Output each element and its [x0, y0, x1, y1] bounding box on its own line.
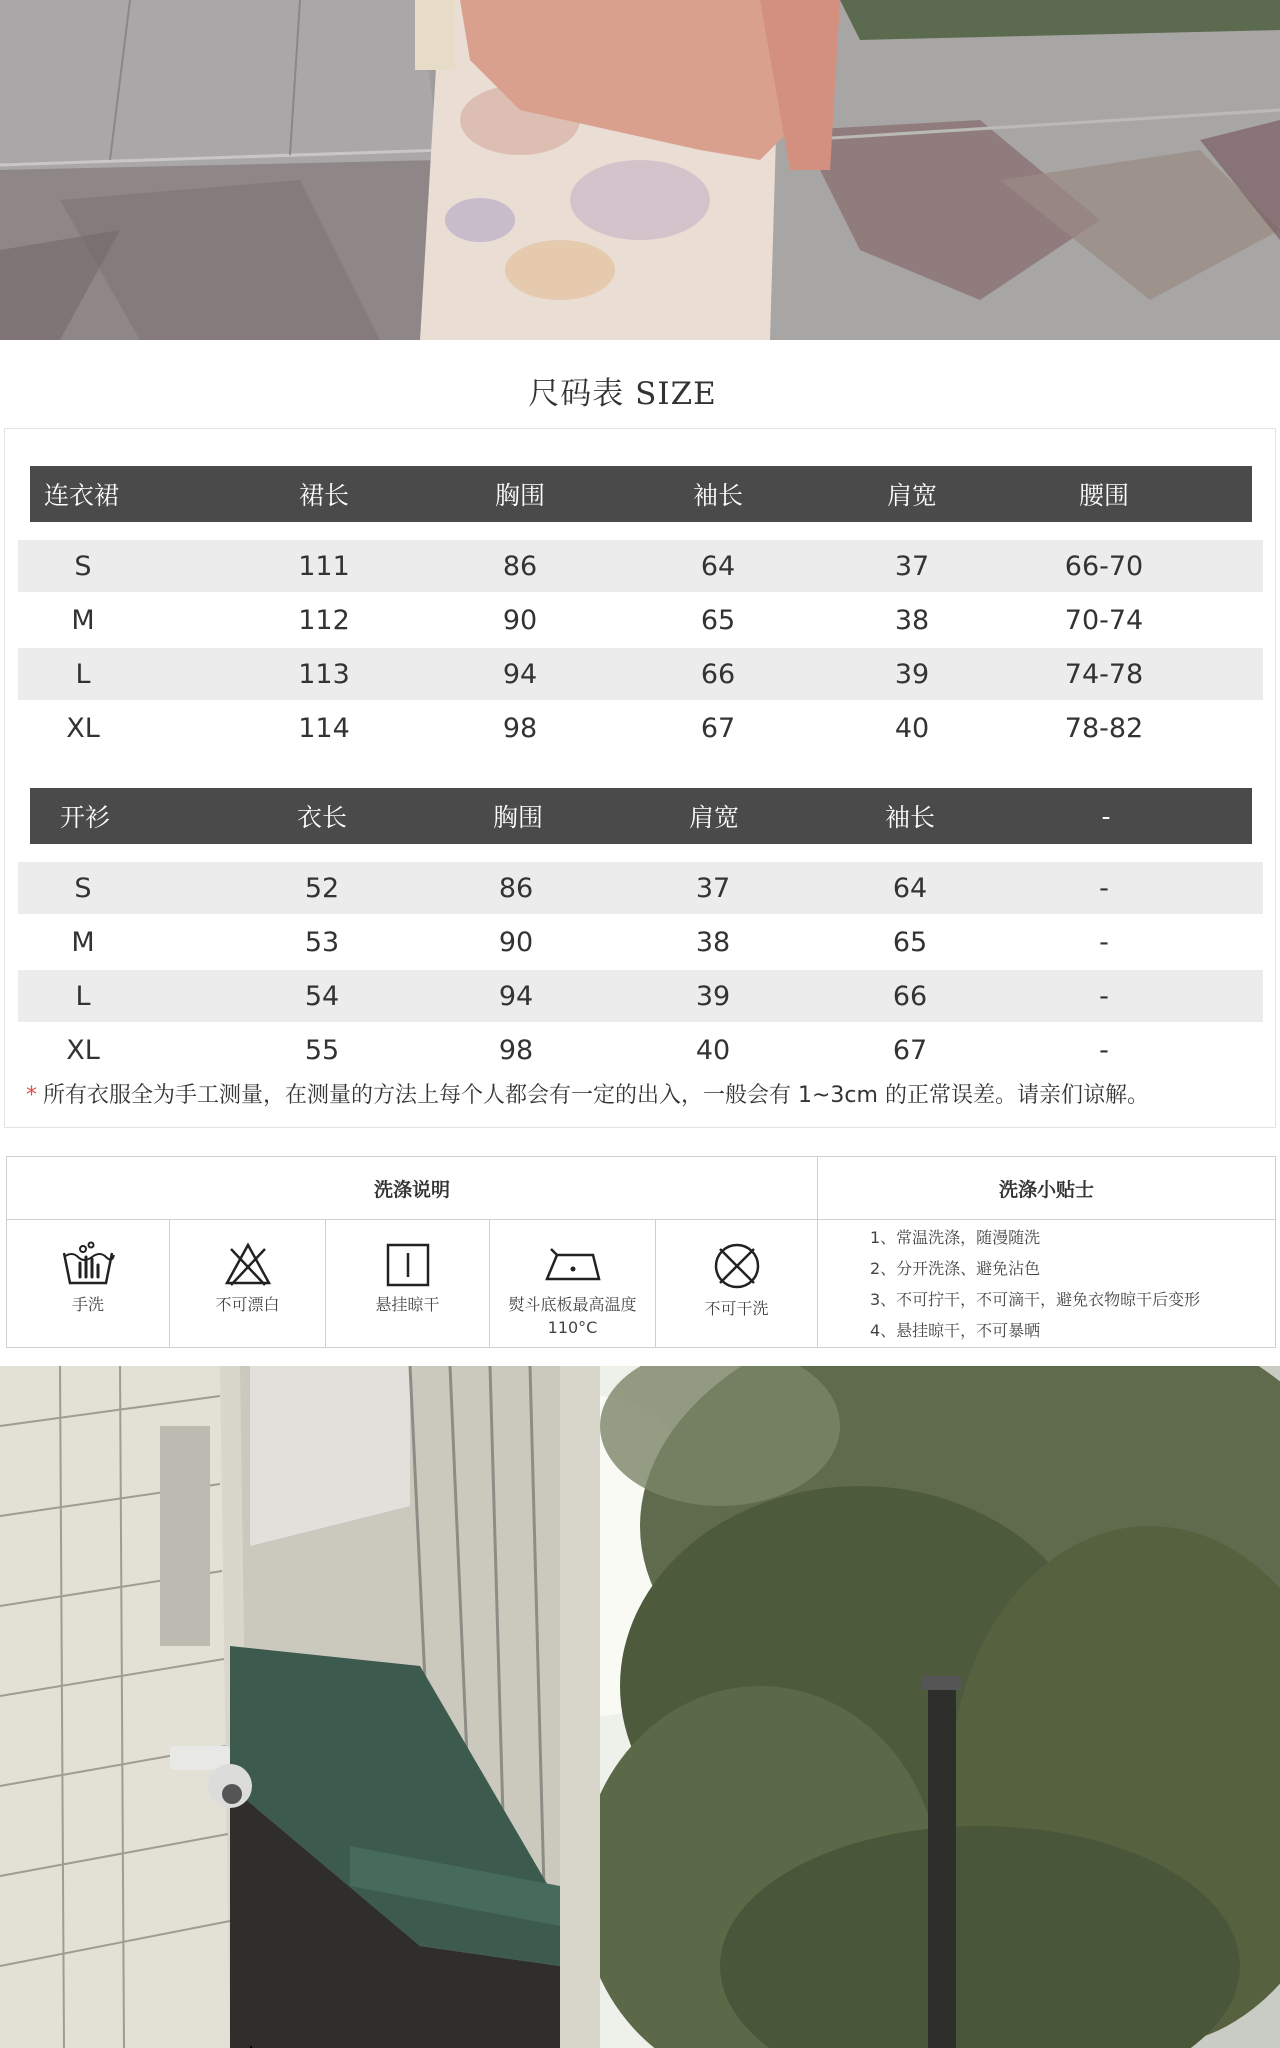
divider	[817, 1157, 818, 1347]
care-label: 熨斗底板最高温度110°C	[508, 1295, 637, 1337]
header-cell: 胸围	[494, 481, 545, 510]
list-item: 3、不可拧干，不可滴干，避免衣物晾干后变形	[870, 1290, 1201, 1309]
table-cell: 38	[894, 604, 930, 636]
table-cell: 67	[700, 712, 736, 744]
hand-wash-icon	[60, 1241, 116, 1287]
table-cell: 37	[894, 550, 930, 582]
list-item: 4、悬挂晾干，不可暴晒	[870, 1321, 1041, 1340]
list-item: 1、常温洗涤，随漫随洗	[870, 1228, 1041, 1247]
care-label: 不可漂白	[215, 1295, 280, 1314]
header-cell: -	[1101, 801, 1111, 831]
size-cell: S	[74, 872, 92, 904]
header-cell: 腰围	[1078, 481, 1129, 510]
table-cell: 55	[304, 1034, 340, 1066]
care-instructions-title: 洗涤说明	[7, 1157, 817, 1220]
care-tips-title: 洗涤小贴士	[818, 1157, 1275, 1220]
hang-dry-icon	[384, 1241, 432, 1287]
size-chart-frame	[4, 428, 1276, 1128]
no-bleach-icon	[223, 1241, 273, 1287]
table-cell: -	[1099, 926, 1109, 958]
table-cell: 86	[498, 872, 534, 904]
table-row	[18, 970, 1263, 1022]
header-cell: 胸围	[492, 803, 543, 832]
header-cell: 肩宽	[688, 803, 739, 832]
care-item-hand-wash	[7, 1219, 169, 1347]
table-cell: 86	[502, 550, 538, 582]
table-row	[18, 1024, 1263, 1076]
table-cell: 98	[498, 1034, 534, 1066]
pavement-scene	[0, 0, 1280, 340]
table-row	[18, 862, 1263, 914]
table-cell: 67	[892, 1034, 928, 1066]
care-item-iron	[490, 1219, 655, 1347]
size-cell: M	[71, 604, 95, 636]
size-cell: M	[71, 926, 95, 958]
size-cell: S	[74, 550, 92, 582]
table-cell: 66	[892, 980, 928, 1012]
header-cell: 袖长	[884, 803, 935, 832]
table-cell: 39	[695, 980, 731, 1012]
table-cell: 65	[892, 926, 928, 958]
table-cell: 39	[894, 658, 930, 690]
care-item-no-dry-clean	[656, 1219, 817, 1347]
table-cell: 111	[298, 550, 350, 582]
header-cell: 衣长	[296, 803, 347, 832]
care-tips-list	[870, 1222, 1200, 1346]
table-cell: 66	[700, 658, 736, 690]
table-row	[18, 540, 1263, 592]
table-cell: 70-74	[1064, 604, 1144, 636]
table-cell: 64	[892, 872, 928, 904]
table-cell: 94	[498, 980, 534, 1012]
table-cell: 37	[695, 872, 731, 904]
dress-table-header	[30, 466, 1252, 522]
table-cell: 113	[298, 658, 350, 690]
list-item: 2、分开洗涤、避免沾色	[870, 1259, 1041, 1278]
table-cell: 94	[502, 658, 538, 690]
size-cell: XL	[66, 1034, 100, 1066]
header-cell: 袖长	[692, 481, 743, 510]
table-cell: 64	[700, 550, 736, 582]
care-item-hang-dry	[326, 1219, 489, 1347]
care-label: 手洗	[71, 1295, 104, 1314]
table-cell: 52	[304, 872, 340, 904]
table-cell: -	[1099, 872, 1109, 904]
note-text: 所有衣服全为手工测量，在测量的方法上每个人都会有一定的出入，一般会有 1~3cm 的正常误差。请亲们谅解。	[43, 1083, 1149, 1108]
table-row	[18, 916, 1263, 968]
table-cell: 74-78	[1064, 658, 1144, 690]
care-label: 不可干洗	[704, 1299, 769, 1318]
size-cell: L	[75, 658, 91, 690]
header-cell: 肩宽	[886, 481, 937, 510]
table-cell: 66-70	[1064, 550, 1144, 582]
table-cell: 112	[298, 604, 350, 636]
table-cell: 98	[502, 712, 538, 744]
table-cell: -	[1099, 1034, 1109, 1066]
bottom-street-photo	[0, 1366, 1280, 2048]
table-cell: 38	[695, 926, 731, 958]
table-cell: 65	[700, 604, 736, 636]
table-cell: 90	[502, 604, 538, 636]
measurement-note	[26, 1078, 1149, 1109]
table-cell: 53	[304, 926, 340, 958]
care-item-no-bleach	[170, 1219, 325, 1347]
note-asterisk: *	[26, 1083, 37, 1108]
size-cell: L	[75, 980, 91, 1012]
care-label: 悬挂晾干	[375, 1295, 440, 1314]
table-cell: 40	[695, 1034, 731, 1066]
table-cell: 54	[304, 980, 340, 1012]
iron-icon	[543, 1241, 603, 1287]
table-cell: -	[1099, 980, 1109, 1012]
header-cell: 裙长	[298, 481, 349, 510]
table-row	[18, 702, 1263, 754]
size-cell: XL	[66, 712, 100, 744]
table-cell: 78-82	[1064, 712, 1144, 744]
size-chart-title: 尺码表 SIZE	[528, 376, 717, 412]
table-cell: 40	[894, 712, 930, 744]
top-product-photo	[0, 0, 1280, 340]
table-cell: 90	[498, 926, 534, 958]
header-cell: 开衫	[60, 803, 111, 832]
table-cell: 114	[298, 712, 350, 744]
table-row	[18, 594, 1263, 646]
street-scene	[0, 1366, 1280, 2048]
header-cell: 连衣裙	[44, 481, 120, 510]
cardigan-table-header	[30, 788, 1252, 844]
table-row	[18, 648, 1263, 700]
no-dry-clean-icon	[711, 1241, 763, 1291]
